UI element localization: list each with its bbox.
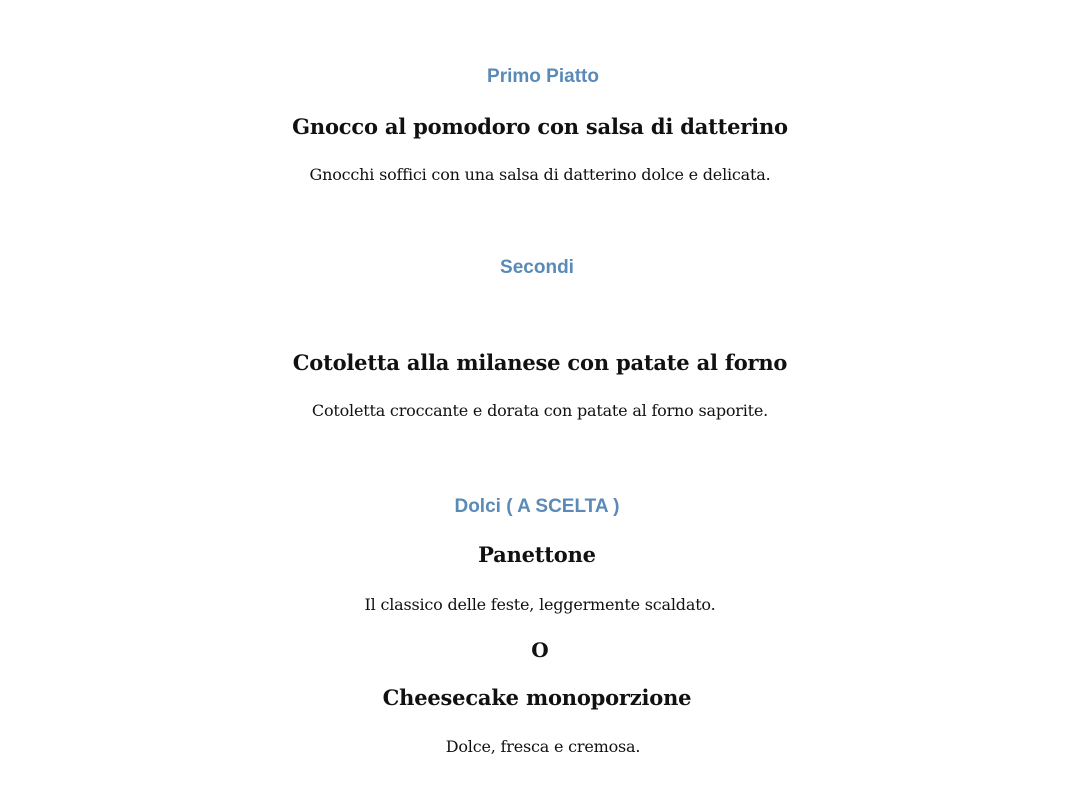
section-heading-primo: Primo Piatto [487,66,599,87]
dish-name-panettone: Panettone [478,542,596,567]
dish-description-cheesecake: Dolce, fresca e cremosa. [445,737,641,756]
dish-description-primo: Gnocchi soffici con una salsa di datterino dolce e delicata. [309,165,771,184]
dish-name-cheesecake: Cheesecake monoporzione [382,685,692,710]
dish-name-secondi: Cotoletta alla milanese con patate al forno [292,350,788,375]
section-heading-secondi: Secondi [500,257,574,278]
dish-description-secondi: Cotoletta croccante e dorata con patate al forno saporite. [311,401,769,420]
dish-description-panettone: Il classico delle feste, leggermente scaldato. [364,595,716,614]
section-heading-dolci: Dolci ( A SCELTA ) [454,496,620,517]
dish-name-primo: Gnocco al pomodoro con salsa di datterino [292,114,788,139]
choice-separator: O [531,638,549,662]
